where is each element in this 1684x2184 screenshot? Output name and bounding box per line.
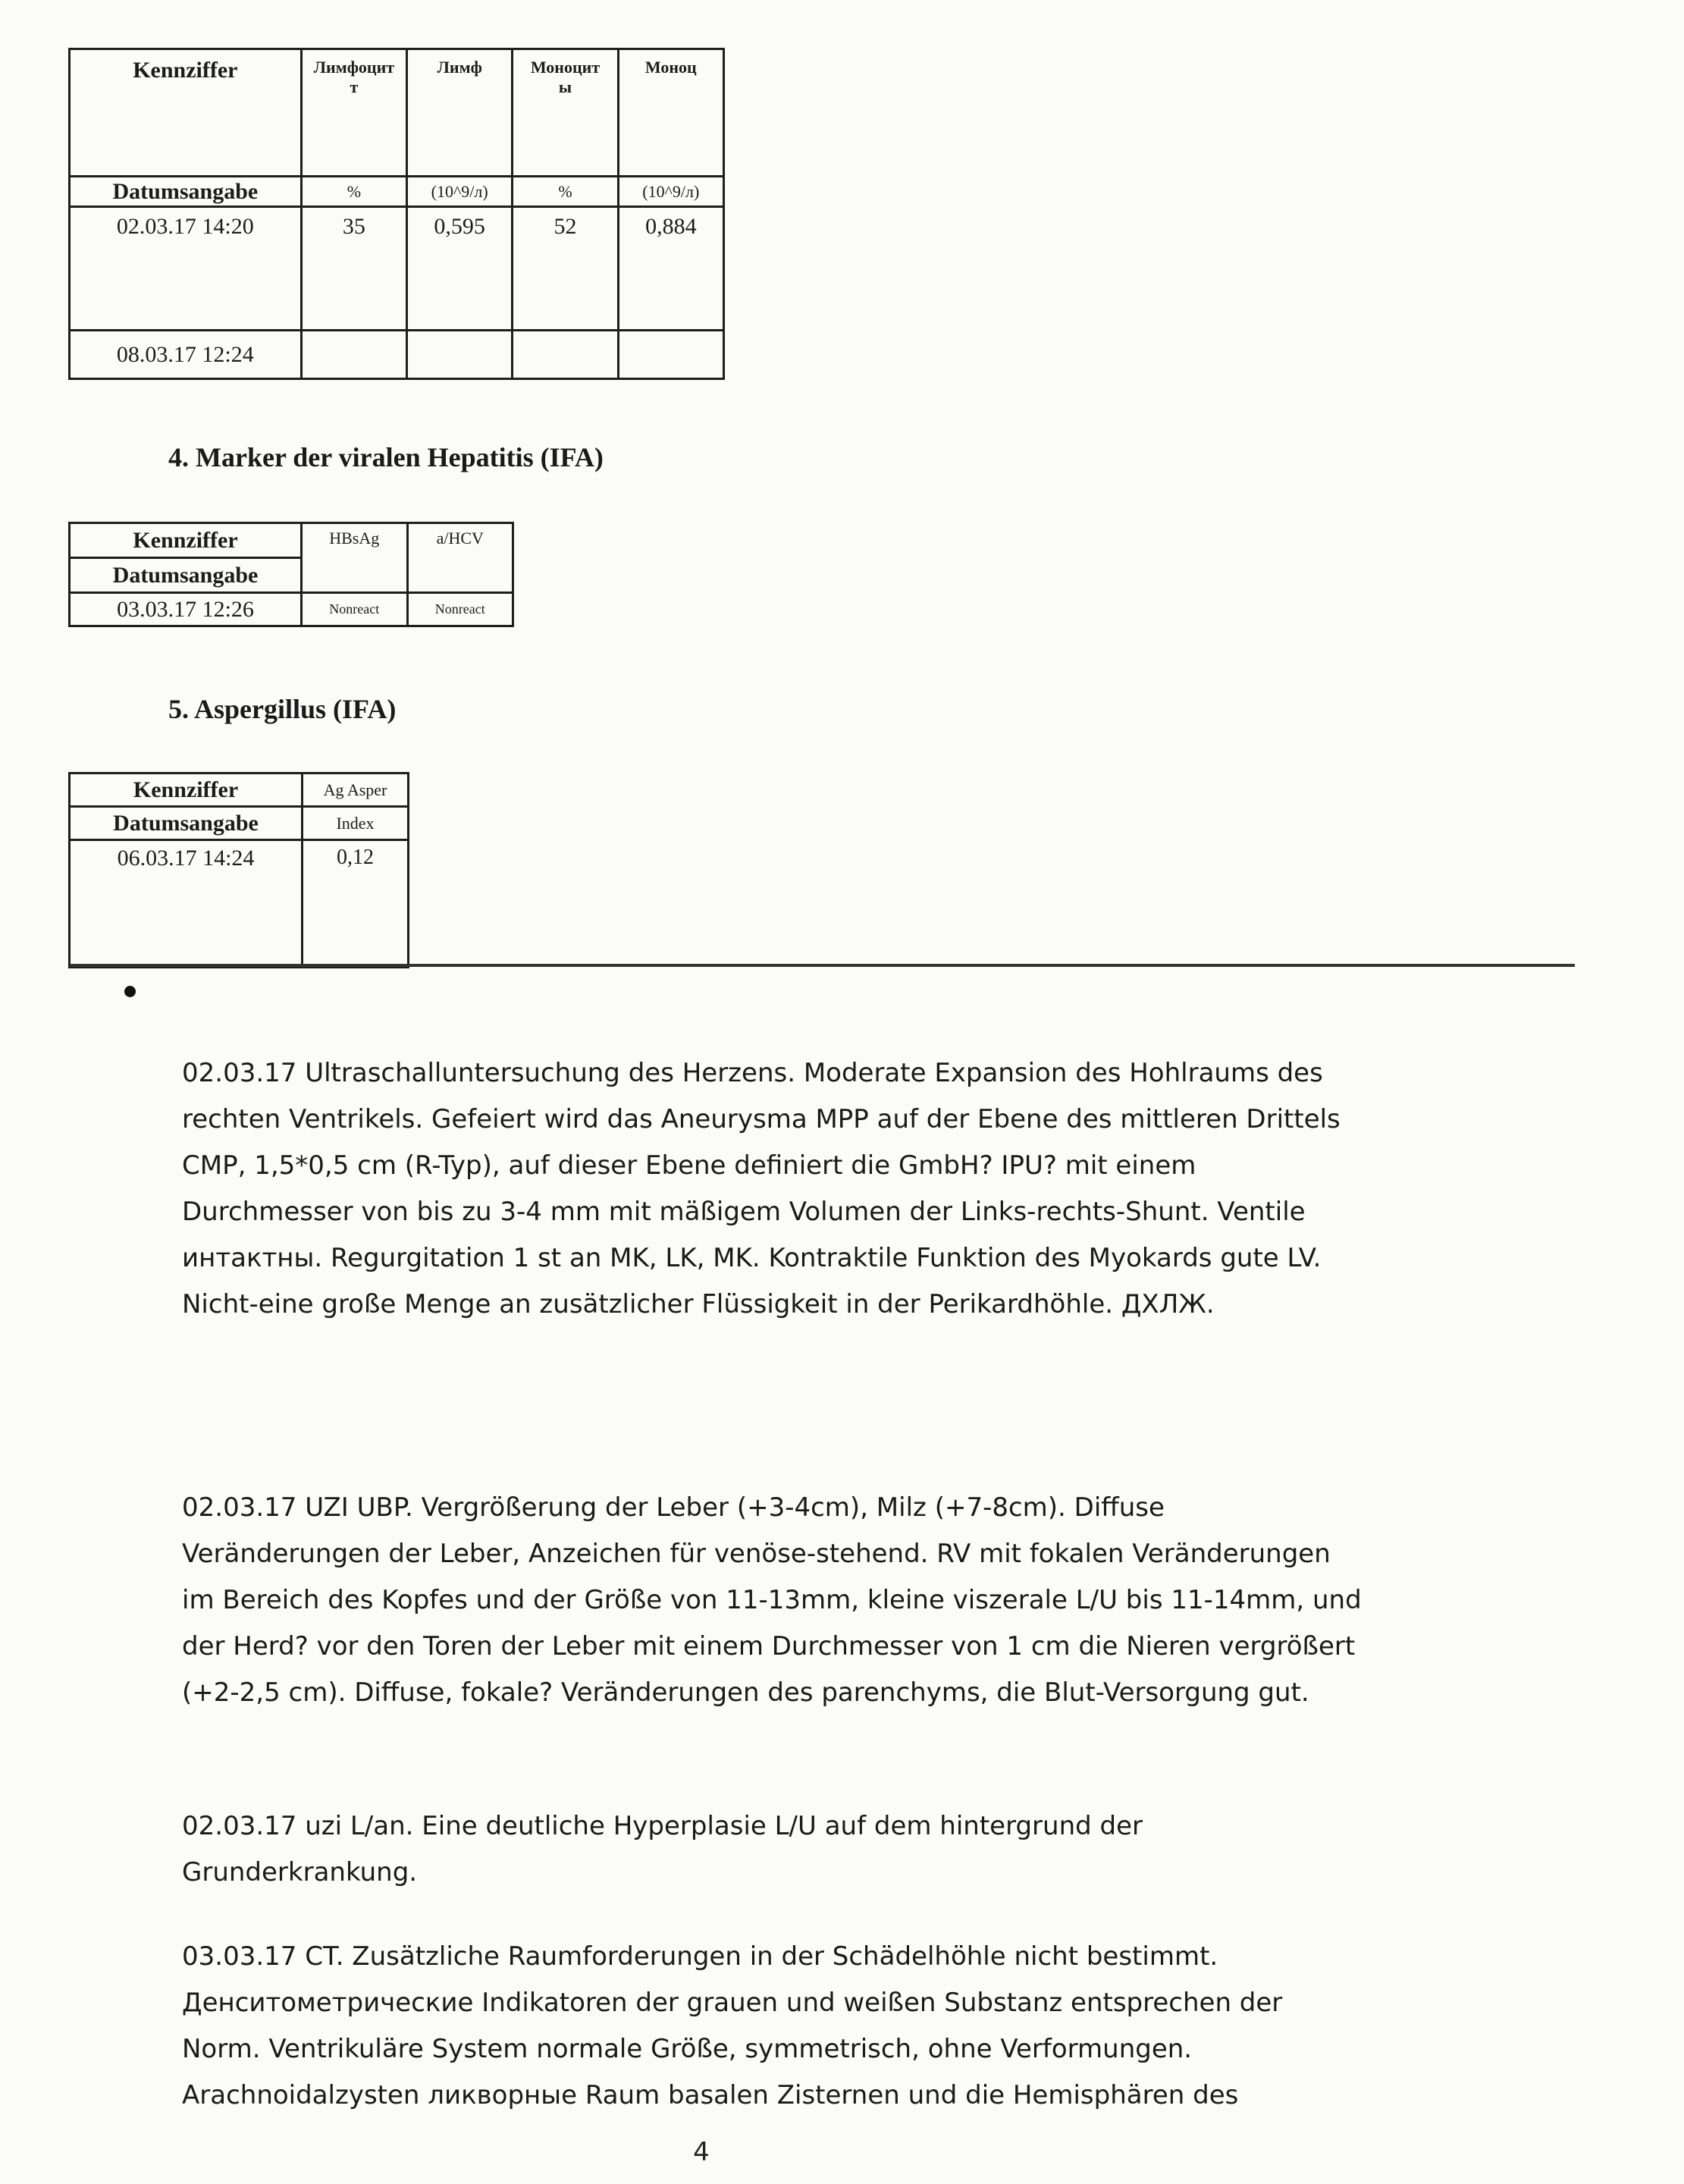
column-header: Моноц [618, 49, 723, 177]
date-cell: 03.03.17 12:26 [70, 593, 302, 626]
unit-cell: Index [303, 807, 409, 840]
value-cell: Nonreact [302, 593, 407, 626]
table-header-label: Kennziffer [70, 49, 302, 177]
section-5-title: 5. Aspergillus (IFA) [168, 694, 397, 724]
value-cell: 0,884 [618, 207, 723, 331]
paragraph-abdomen-ultrasound: 02.03.17 UZI UBP. Vergrößerung der Leber (+3-4cm), Milz (+7-8cm). Diffuse Veränderungen der Leber, Anzeichen für venöse-stehend. RV mit fokalen Veränderungen im Bereich des Kopfes und der Größe von 11-13mm, kleine viszerale L/U bis 11-14mm, und der Herd? vor den Toren der Leber mit einem Durchmesser von 1 cm die Nieren vergrößert (+2-2,5 cm). Diffuse, fokale? Veränderungen des parenchyms, die Blut-Versorgung gut. [182, 1492, 1362, 1708]
value-cell: 35 [301, 207, 406, 331]
table-header-label: Kennziffer [70, 774, 303, 807]
date-cell: 02.03.17 14:20 [70, 207, 302, 331]
paragraph-lymph-ultrasound: 02.03.17 uzi L/an. Eine deutliche Hyperplasie L/U auf dem hintergrund der Grunderkrankung. [182, 1811, 1143, 1887]
value-cell: 0,595 [407, 207, 513, 331]
bullet-icon [124, 986, 136, 997]
table-row [70, 593, 513, 626]
column-header: Лимфоцит т [301, 49, 406, 177]
value-cell [301, 331, 406, 379]
value-cell [513, 331, 618, 379]
horizontal-rule [70, 964, 1575, 967]
unit-cell: % [513, 177, 618, 207]
table-date-label: Datumsangabe [70, 558, 302, 593]
column-header: a/HCV [407, 523, 513, 593]
value-cell [407, 331, 513, 379]
column-header: Моноцит ы [513, 49, 618, 177]
unit-cell: (10^9/л) [618, 177, 723, 207]
blood-count-table [68, 48, 725, 380]
value-cell: 0,12 [303, 840, 409, 968]
date-cell: 06.03.17 14:24 [70, 840, 303, 968]
page-number: 4 [693, 2137, 710, 2167]
column-header: HBsAg [302, 523, 407, 593]
value-cell: 52 [513, 207, 618, 331]
hepatitis-table [68, 522, 514, 627]
table-row [70, 207, 724, 331]
value-cell: Nonreact [407, 593, 513, 626]
date-cell: 08.03.17 12:24 [70, 331, 302, 379]
unit-cell: % [301, 177, 406, 207]
table-date-label: Datumsangabe [70, 807, 303, 840]
column-header: Ag Asper [303, 774, 409, 807]
paragraph-ct: 03.03.17 CT. Zusätzliche Raumforderungen in der Schädelhöhle nicht bestimmt. Денситометрические Indikatoren der grauen und weißen Substanz entsprechen der Norm. Ventrikuläre System normale Größe, symmetrisch, ohne Verformungen. Arachnoidalzysten ликворные Raum basalen Zisternen und die Hemisphären des [182, 1941, 1283, 2110]
table-header-label: Kennziffer [70, 523, 302, 558]
table-date-label: Datumsangabe [70, 177, 302, 207]
value-cell [618, 331, 723, 379]
table-row [70, 840, 409, 968]
table-row [70, 331, 724, 379]
column-header: Лимф [407, 49, 513, 177]
unit-cell: (10^9/л) [407, 177, 513, 207]
aspergillus-table [68, 772, 409, 968]
paragraph-heart-ultrasound: 02.03.17 Ultraschalluntersuchung des Herzens. Moderate Expansion des Hohlraums des rechten Ventrikels. Gefeiert wird das Aneurysma MPP auf der Ebene des mittleren Drittels CMP, 1,5*0,5 cm (R-Typ), auf dieser Ebene definiert die GmbH? IPU? mit einem Durchmesser von bis zu 3-4 mm mit mäßigem Volumen der Links-rechts-Shunt. Ventile интактны. Regurgitation 1 st an MK, LK, MK. Kontraktile Funktion des Myokards gute LV. Nicht-eine große Menge an zusätzlicher Flüssigkeit in der Perikardhöhle. ДХЛЖ. [182, 1058, 1341, 1320]
section-4-title: 4. Marker der viralen Hepatitis (IFA) [168, 442, 604, 472]
